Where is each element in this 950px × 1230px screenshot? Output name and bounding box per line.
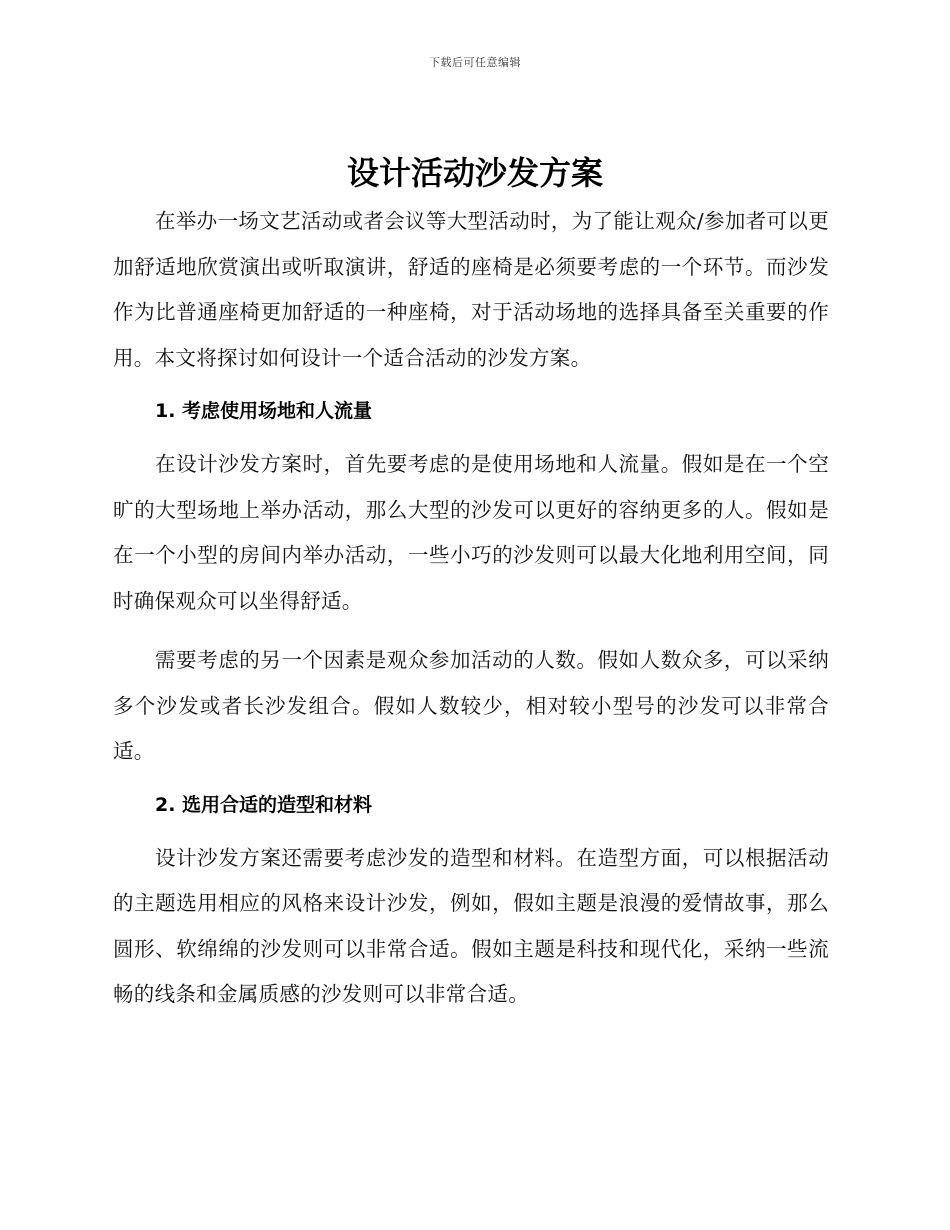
section-1-paragraph-2: 需要考虑的另一个因素是观众参加活动的人数。假如人数众多，可以采纳多个沙发或者长沙发组合。假如人数较少，相对较小型号的沙发可以非常合适。 [113, 648, 829, 763]
intro-paragraph: 在举办一场文艺活动或者会议等大型活动时，为了能让观众/参加者可以更加舒适地欣赏演出或听取演讲，舒适的座椅是必须要考虑的一个环节。而沙发作为比普通座椅更加舒适的一种座椅，对于活动场地的选择具备至关重要的作用。本文将探讨如何设计一个适合活动的沙发方案。 [113, 209, 829, 370]
document-body [113, 199, 829, 1018]
section-heading-2: 2. 选用合适的造型和材料 [155, 793, 373, 816]
section-2-paragraph-1: 设计沙发方案还需要考虑沙发的造型和材料。在造型方面，可以根据活动的主题选用相应的风格来设计沙发，例如，假如主题是浪漫的爱情故事，那么圆形、软绵绵的沙发则可以非常合适。假如主题是科技和现代化，采纳一些流畅的线条和金属质感的沙发则可以非常合适。 [113, 845, 829, 1006]
page-header-note: 下载后可任意编辑 [429, 56, 521, 69]
section-1-paragraph-1: 在设计沙发方案时，首先要考虑的是使用场地和人流量。假如是在一个空旷的大型场地上举办活动，那么大型的沙发可以更好的容纳更多的人。假如是在一个小型的房间内举办活动，一些小巧的沙发则可以最大化地利用空间，同时确保观众可以坐得舒适。 [113, 452, 829, 613]
document-title: 设计活动沙发方案 [346, 154, 603, 192]
section-heading-1: 1. 考虑使用场地和人流量 [155, 400, 373, 422]
